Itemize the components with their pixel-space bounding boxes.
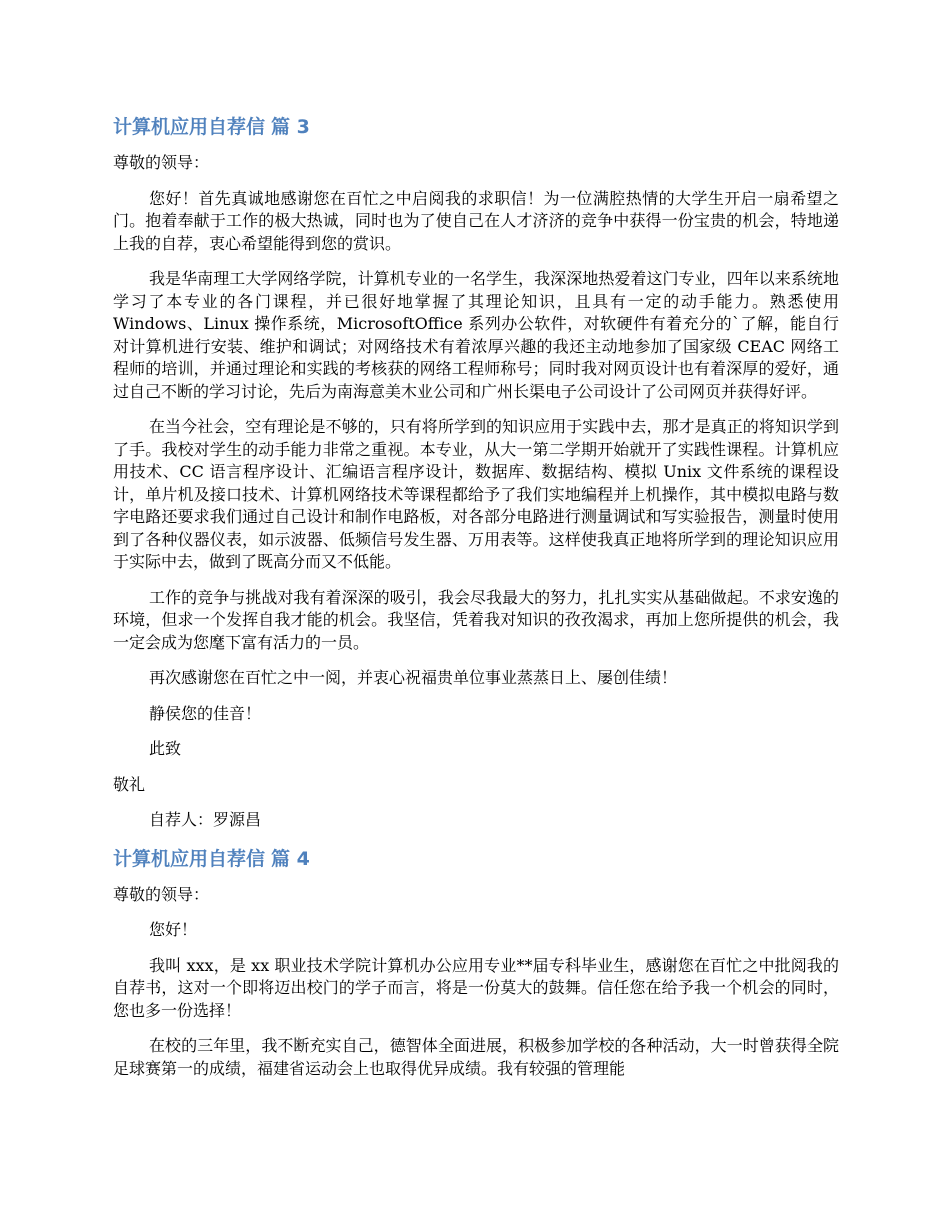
paragraph-greeting: 您好！ xyxy=(149,920,198,939)
paragraph-thanks: 再次感谢您在百忙之中一阅，并衷心祝福贵单位事业蒸蒸日上、屡创佳绩！ xyxy=(149,668,678,687)
paragraph-zhizhi: 此致 xyxy=(149,739,182,758)
paragraph-practice: 在当今社会，空有理论是不够的，只有将所学到的知识应用于实践中去，那才是真正的将知识学到了手。我校对学生的动手能力非常之重视。本专业，从大一第二学期开始就开了实践性课程。计算机应用技术、CC 语言程序设计、汇编语言程序设计，数据库、数据结构、模拟 Unix 文件系统的课程设计，单片机及接口技术、计算机网络技术等课程都给予了我们实地编程并上机操作，其中模拟电路与数字电路还要求我们通过自己设计和制作电路板，对各部分电路进行测量调试和写实验报告，测量时使用到了各种仪器仪表，如示波器、低频信号发生器、万用表等。这样使我真正地将所学到的理论知识应用于实际中去，做到了既高分而又不低能。 xyxy=(113,417,839,571)
paragraph-commitment: 工作的竞争与挑战对我有着深深的吸引，我会尽我最大的努力，扎扎实实从基础做起。不求安逸的环境，但求一个发挥自我才能的机会。我坚信，凭着我对知识的孜孜渴求，再加上您所提供的机会，我一定会成为您麾下富有活力的一员。 xyxy=(113,587,839,652)
paragraph-introduction: 我叫 xxx，是 xx 职业技术学院计算机办公应用专业**届专科毕业生，感谢您在百忙之中批阅我的自荐书，这对一个即将迈出校门的学子而言，将是一份莫大的鼓舞。信任您在给予我一个机会的同时，您也多一份选择！ xyxy=(113,955,839,1020)
paragraph-greeting: 您好！首先真诚地感谢您在百忙之中启阅我的求职信！为一位满腔热情的大学生开启一扇希望之门。抱着奉献于工作的极大热诚，同时也为了使自己在人才济济的竞争中获得一份宝贵的机会，特地递上我的自荐，衷心希望能得到您的赏识。 xyxy=(113,188,839,253)
closing: 敬礼 xyxy=(113,774,146,794)
paragraph-awaiting: 静侯您的佳音！ xyxy=(149,703,262,723)
heading-number: 篇 4 xyxy=(271,847,310,870)
document-page xyxy=(113,0,839,1080)
heading-title: 计算机应用自荐信 xyxy=(113,116,266,138)
section-heading-4 xyxy=(113,846,839,872)
heading-title: 计算机应用自荐信 xyxy=(113,847,266,870)
salutation: 尊敬的领导： xyxy=(113,884,210,904)
salutation: 尊敬的领导： xyxy=(113,153,210,172)
paragraph-school-life: 在校的三年里，我不断充实自己，德智体全面进展，积极参加学校的各种活动，大一时曾获得全院足球赛第一的成绩，福建省运动会上也取得优异成绩。我有较强的管理能 xyxy=(113,1036,839,1078)
heading-number: 篇 3 xyxy=(271,116,310,138)
signature: 自荐人：罗源昌 xyxy=(149,810,262,829)
section-heading-3 xyxy=(113,114,839,140)
paragraph-introduction: 我是华南理工大学网络学院，计算机专业的一名学生，我深深地热爱着这门专业，四年以来系统地学习了本专业的各门课程，并已很好地掌握了其理论知识，且具有一定的动手能力。熟悉使用 Windows、Linux 操作系统，MicrosoftOffice 系列办公软件，对软硬件有着充分的`了解，能自行对计算机进行安装、维护和调试；对网络技术有着浓厚兴趣的我还主动地参加了国家级 CEAC 网络工程师的培训，并通过理论和实践的考核获的网络工程师称号；同时我对网页设计也有着深厚的爱好，通过自己不断的学习讨论，先后为南海意美木业公司和广州长渠电子公司设计了公司网页并获得好评。 xyxy=(113,269,839,401)
